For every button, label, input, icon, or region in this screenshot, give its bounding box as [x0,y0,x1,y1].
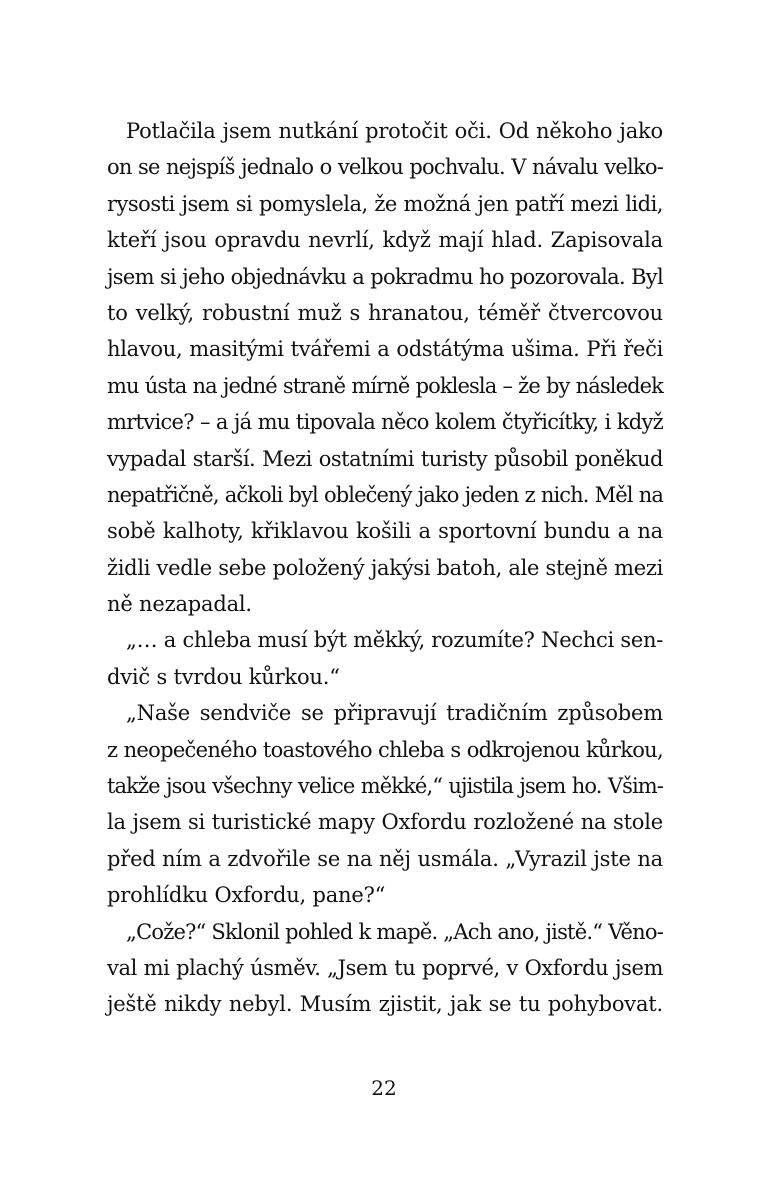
text-line: z neopečeného toastového chleba s odkrojenou kůrkou, [107,737,663,762]
text-line: prohlídku Oxfordu, pane?“ [107,883,386,908]
text-line: on se nejspíš jednalo o velkou pochvalu. V návalu velko- [107,155,663,180]
text-line: val mi plachý úsměv. „Jsem tu poprvé, v Oxfordu jsem [107,955,663,980]
text-line: kteří jsou opravdu nevrlí, když mají hlad. Zapisovala [107,228,663,253]
paragraph-1 [107,113,663,622]
page-number: 22 [371,1076,397,1100]
text-line: Potlačila jsem nutkání protočit oči. Od někoho jako [126,119,663,143]
text-line: rysosti jsem si pomyslela, že možná jen patří mezi lidi, [107,191,663,216]
text-line: „… a chleba musí být měkký, rozumíte? Nechci sen- [126,628,663,653]
text-line: před ním a zdvořile se na něj usmála. „Vyrazil jste na [107,846,663,871]
text-line: takže jsou všechny velice měkké,“ ujistila jsem ho. Všim- [107,774,663,799]
text-line: „Naše sendviče se připravují tradičním způsobem [126,701,663,726]
text-line: ně nezapadal. [107,592,252,617]
text-line: „Cože?“ Sklonil pohled k mapě. „Ach ano, jistě.“ Věno- [126,919,663,944]
text-line: mu ústa na jedné straně mírně poklesla – že by následek [107,373,663,398]
paragraph-2 [107,622,663,695]
text-line: la jsem si turistické mapy Oxfordu rozložené na stole [107,810,663,835]
text-line: ještě nikdy nebyl. Musím zjistit, jak se tu pohybovat. [107,992,663,1017]
text-line: dvič s tvrdou kůrkou.“ [107,664,340,689]
paragraph-3 [107,695,663,913]
text-line: vypadal starší. Mezi ostatními turisty působil poněkud [107,446,663,471]
text-line: jsem si jeho objednávku a pokradmu ho pozorovala. Byl [107,264,663,289]
text-line: židli vedle sebe položený jakýsi batoh, ale stejně mezi [107,555,664,580]
text-line: hlavou, masitými tvářemi a odstátýma ušima. Při řeči [107,337,663,362]
text-line: nepatřičně, ačkoli byl oblečený jako jeden z nich. Měl na [107,482,663,507]
text-line: to velký, robustní muž s hranatou, téměř čtvercovou [107,300,663,325]
body-text [107,113,663,1023]
text-line: sobě kalhoty, křiklavou košili a sportovní bundu a na [107,519,663,544]
text-line: mrtvice? – a já mu tipovala něco kolem čtyřicítky, i když [107,410,663,435]
paragraph-4 [107,914,663,1023]
